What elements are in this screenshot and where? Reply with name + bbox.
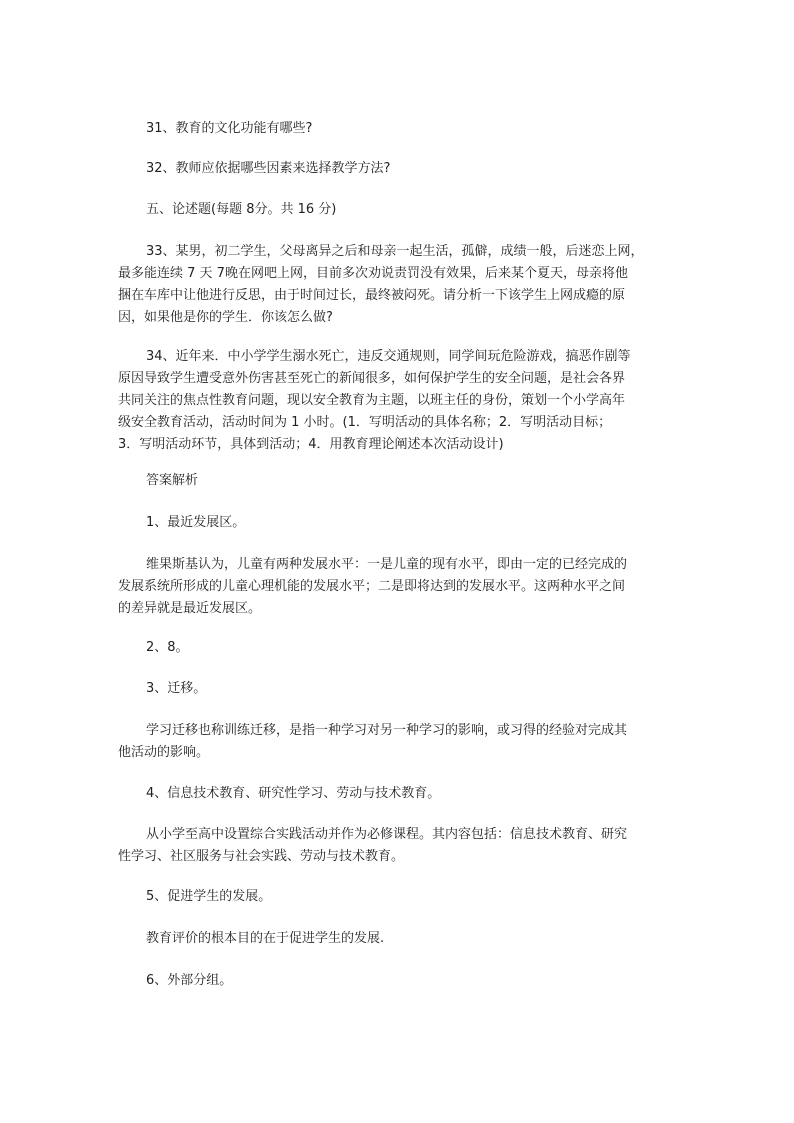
- answer-3: 3、迁移。: [146, 681, 207, 696]
- question-34: [118, 346, 678, 456]
- answer-1-explanation: [118, 554, 678, 620]
- explanation-line: 的差异就是最近发展区。: [118, 601, 262, 616]
- question-31: 31、教育的文化功能有哪些?: [146, 121, 313, 136]
- question-33-line: 因，如果他是你的学生．你该怎么做?: [118, 310, 333, 325]
- question-34-line: 3．写明活动环节，具体到活动；4．用教育理论阐述本次活动设计): [118, 437, 504, 452]
- question-34-line: 共同关注的焦点性教育问题，现以安全教育为主题，以班主任的身份，策划一个小学高年: [118, 393, 626, 408]
- answers-heading: 答案解析: [146, 473, 199, 488]
- answer-4-explanation: [118, 824, 678, 868]
- explanation-line: 发展系统所形成的儿童心理机能的发展水平；二是即将达到的发展水平。这两种水平之间: [118, 579, 626, 594]
- question-34-line: 原因导致学生遭受意外伤害甚至死亡的新闻很多，如何保护学生的安全问题，是社会各界: [118, 371, 626, 386]
- answer-6: 6、外部分组。: [146, 973, 233, 988]
- answer-3-explanation: [118, 720, 678, 764]
- answer-4: 4、信息技术教育、研究性学习、劳动与技术教育。: [146, 786, 441, 801]
- question-33-line: 33、某男，初二学生，父母离异之后和母亲一起生活，孤僻，成绩一般，后迷恋上网，: [146, 244, 644, 259]
- answer-1: 1、最近发展区。: [146, 515, 246, 530]
- question-33-line: 捆在车库中让他进行反思，由于时间过长，最终被闷死。请分析一下该学生上网成瘾的原: [118, 288, 626, 303]
- explanation-line: 维果斯基认为，儿童有两种发展水平：一是儿童的现有水平，即由一定的已经完成的: [146, 557, 628, 572]
- explanation-line: 他活动的影响。: [118, 745, 210, 760]
- section-5-heading: 五、论述题(每题 8分。共 16 分): [146, 202, 337, 217]
- answer-5: 5、促进学生的发展。: [146, 889, 272, 904]
- question-33-line: 最多能连续 7 天 7晚在网吧上网，目前多次劝说责罚没有效果，后来某个夏天，母亲将他: [118, 266, 628, 281]
- answer-5-explanation: 教育评价的根本目的在于促进学生的发展.: [146, 931, 385, 946]
- question-33: [118, 241, 678, 329]
- question-34-line: 34、近年来．中小学学生溺水死亡，违反交通规则，同学间玩危险游戏，搞恶作剧等: [146, 349, 631, 364]
- explanation-line: 从小学至高中设置综合实践活动并作为必修课程。其内容包括：信息技术教育、研究: [146, 827, 628, 842]
- answer-2: 2、8。: [146, 640, 189, 655]
- explanation-line: 学习迁移也称训练迁移，是指一种学习对另一种学习的影响，或习得的经验对完成其: [146, 723, 628, 738]
- explanation-line: 性学习、社区服务与社会实践、劳动与技术教育。: [118, 849, 405, 864]
- question-34-line: 级安全教育活动，活动时间为 1 小时。(1．写明活动的具体名称；2．写明活动目标；: [118, 415, 612, 430]
- question-32: 32、教师应依据哪些因素来选择教学方法?: [146, 161, 391, 176]
